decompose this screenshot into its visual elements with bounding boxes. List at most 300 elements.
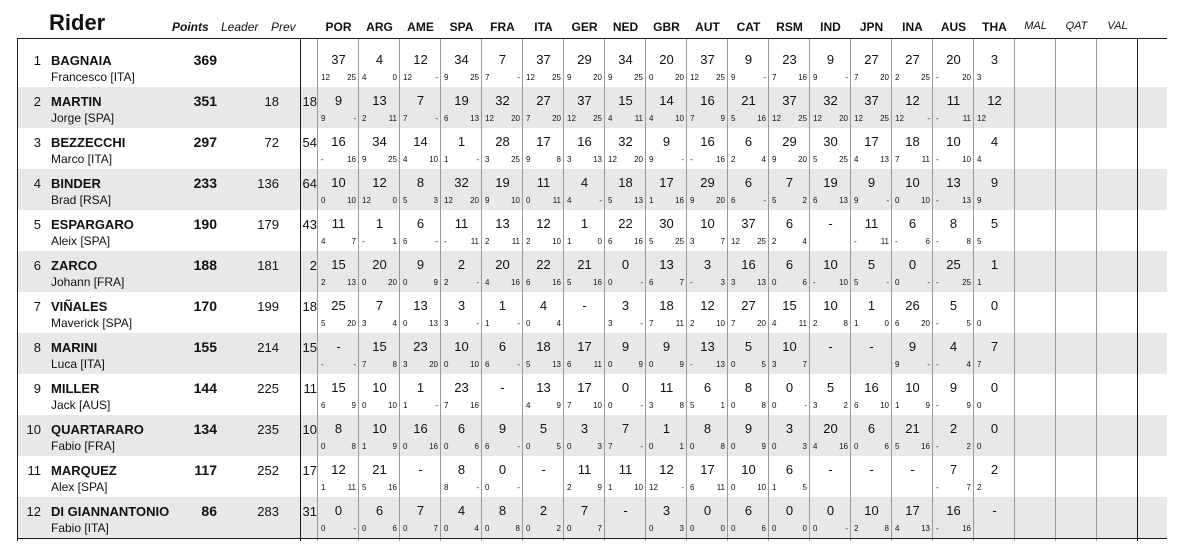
race-cell-tha — [974, 128, 1015, 169]
race-total-points: 11 — [946, 93, 961, 108]
sprint-points: 4 — [608, 114, 613, 123]
race-points: 1 — [392, 237, 397, 246]
race-cell-arg — [359, 292, 400, 333]
race-total-points: 0 — [826, 503, 835, 518]
race-points: 10 — [347, 196, 356, 205]
sprint-points: 0 — [444, 524, 449, 533]
race-points: - — [640, 401, 643, 410]
race-total-points: 10 — [454, 339, 469, 354]
race-points: 16 — [388, 483, 397, 492]
race-points: 20 — [634, 155, 643, 164]
race-cell-ger — [564, 46, 605, 87]
race-points: 20 — [798, 155, 807, 164]
race-cell-por — [318, 456, 359, 497]
race-points: 20 — [511, 114, 520, 123]
race-points: 5 — [802, 483, 807, 492]
column-divider — [891, 38, 892, 541]
race-cell-arg — [359, 87, 400, 128]
race-points: 8 — [720, 442, 725, 451]
race-cell-ned — [605, 46, 646, 87]
race-total-points: 3 — [990, 52, 999, 67]
race-total-points: 1 — [498, 298, 507, 313]
race-points: 20 — [470, 196, 479, 205]
race-points: 4 — [474, 524, 479, 533]
column-divider — [850, 38, 851, 541]
table-row — [17, 251, 1167, 292]
rider-firstname-nation: Jorge [SPA] — [51, 111, 115, 125]
race-header-ind: IND — [820, 20, 841, 34]
race-points: 13 — [552, 360, 561, 369]
race-cell-aut — [687, 210, 728, 251]
race-points: 9 — [392, 442, 397, 451]
sprint-points: - — [936, 196, 939, 205]
race-cell-ger — [564, 456, 605, 497]
race-total-points: 8 — [416, 175, 425, 190]
sprint-points: 12 — [977, 114, 986, 123]
race-cell-aut — [687, 292, 728, 333]
race-cell-aus — [933, 292, 974, 333]
rider-surname: MARTIN — [51, 94, 102, 109]
race-total-points: 30 — [659, 216, 674, 231]
race-cell-ita — [523, 497, 564, 538]
race-points: 9 — [761, 442, 766, 451]
race-cell-jpn — [851, 87, 892, 128]
sprint-points: 4 — [813, 442, 818, 451]
race-points: 20 — [552, 114, 561, 123]
sprint-points: 12 — [813, 114, 822, 123]
race-cell-ned — [605, 292, 646, 333]
sprint-points: 6 — [444, 114, 449, 123]
sprint-points: 3 — [977, 73, 982, 82]
race-total-points: 5 — [744, 339, 753, 354]
rider-position: 1 — [33, 53, 41, 68]
sprint-points: 6 — [731, 196, 736, 205]
race-total-points: - — [828, 462, 833, 477]
race-total-points: 9 — [662, 339, 671, 354]
race-cell-jpn — [851, 46, 892, 87]
rider-position: 2 — [33, 94, 41, 109]
race-total-points: 37 — [536, 52, 551, 67]
race-points: 10 — [552, 237, 561, 246]
race-total-points: 14 — [659, 93, 674, 108]
race-points: 5 — [966, 319, 971, 328]
race-points: 2 — [843, 401, 848, 410]
race-total-points: 20 — [495, 257, 510, 272]
race-points: 5 — [556, 442, 561, 451]
race-total-points: 25 — [331, 298, 346, 313]
race-points: 4 — [761, 155, 766, 164]
gap-to-leader: 252 — [257, 463, 279, 478]
sprint-points: 6 — [649, 278, 654, 287]
race-total-points: 26 — [905, 298, 920, 313]
race-cell-fra — [482, 374, 523, 415]
race-cell-por — [318, 210, 359, 251]
sprint-points: 9 — [731, 73, 736, 82]
sprint-points: 5 — [649, 237, 654, 246]
race-points: - — [681, 155, 684, 164]
gap-to-leader: 181 — [257, 258, 279, 273]
race-cell-ger — [564, 374, 605, 415]
race-cell-ita — [523, 415, 564, 456]
race-points: 20 — [921, 319, 930, 328]
race-cell-fra — [482, 169, 523, 210]
race-points: 11 — [716, 483, 725, 492]
race-total-points: 9 — [498, 421, 507, 436]
race-header-mal: MAL — [1024, 20, 1047, 32]
sprint-points: 7 — [444, 401, 449, 410]
race-points: 9 — [638, 360, 643, 369]
race-total-points: 9 — [334, 93, 343, 108]
sprint-points: 2 — [690, 319, 695, 328]
table-row — [17, 169, 1167, 210]
race-cell-ind — [810, 456, 851, 497]
race-total-points: 27 — [536, 93, 551, 108]
race-points: - — [845, 73, 848, 82]
gap-to-leader: 199 — [257, 299, 279, 314]
race-total-points: 10 — [372, 380, 387, 395]
race-total-points: 0 — [785, 380, 794, 395]
race-cell-ned — [605, 374, 646, 415]
race-cell-ger — [564, 251, 605, 292]
race-cell-rsm — [769, 456, 810, 497]
sprint-points: 0 — [649, 360, 654, 369]
race-total-points: 18 — [618, 175, 633, 190]
race-cell-tha — [974, 46, 1015, 87]
race-cell-rsm — [769, 292, 810, 333]
sprint-points: 4 — [649, 114, 654, 123]
race-total-points: 6 — [457, 421, 466, 436]
sprint-points: 2 — [813, 319, 818, 328]
race-cell-ger — [564, 210, 605, 251]
sprint-points: - — [895, 237, 898, 246]
race-total-points: 3 — [621, 298, 630, 313]
race-header-aus: AUS — [940, 20, 967, 34]
sprint-points: 0 — [321, 524, 326, 533]
race-points: 0 — [802, 524, 807, 533]
sprint-points: 2 — [567, 483, 572, 492]
race-total-points: 10 — [946, 134, 961, 149]
race-points: 1 — [679, 442, 684, 451]
race-cell-spa — [441, 292, 482, 333]
race-total-points: 37 — [577, 93, 592, 108]
race-cell-ina — [892, 374, 933, 415]
race-cell-jpn — [851, 456, 892, 497]
race-total-points: 37 — [782, 93, 797, 108]
race-points: 25 — [757, 237, 766, 246]
sprint-points: 2 — [731, 155, 736, 164]
sprint-points: 3 — [362, 319, 367, 328]
race-cell-gbr — [646, 46, 687, 87]
race-cell-spa — [441, 497, 482, 538]
race-total-points: 9 — [949, 380, 958, 395]
race-cell-cat — [728, 456, 769, 497]
race-total-points: 23 — [413, 339, 428, 354]
race-total-points: 29 — [577, 52, 592, 67]
sprint-points: 0 — [444, 442, 449, 451]
race-cell-gbr — [646, 169, 687, 210]
race-points: 20 — [716, 196, 725, 205]
race-cell-spa — [441, 333, 482, 374]
sprint-points: 12 — [690, 73, 699, 82]
sprint-points: 0 — [895, 278, 900, 287]
race-cell-jpn — [851, 374, 892, 415]
race-cell-ame — [400, 251, 441, 292]
sprint-points: - — [321, 155, 324, 164]
race-cell-aus — [933, 333, 974, 374]
race-points: 11 — [470, 237, 479, 246]
race-points: 7 — [433, 524, 438, 533]
race-points: 13 — [839, 196, 848, 205]
sprint-points: 7 — [485, 73, 490, 82]
race-total-points: 11 — [536, 175, 551, 190]
race-cell-aus — [933, 251, 974, 292]
sprint-points: 7 — [977, 360, 982, 369]
race-total-points: 10 — [741, 462, 756, 477]
race-points: 0 — [392, 196, 397, 205]
rider-points: 369 — [193, 52, 217, 68]
sprint-points: 6 — [895, 319, 900, 328]
sprint-points: 1 — [362, 442, 367, 451]
rider-points: 134 — [193, 421, 217, 437]
race-total-points: 7 — [416, 93, 425, 108]
race-total-points: 9 — [990, 175, 999, 190]
sprint-points: 9 — [690, 196, 695, 205]
race-cell-ind — [810, 87, 851, 128]
sprint-points: 7 — [649, 319, 654, 328]
race-total-points: 16 — [577, 134, 592, 149]
race-cell-aus — [933, 210, 974, 251]
race-points: 3 — [720, 278, 725, 287]
sprint-points: 9 — [362, 155, 367, 164]
sprint-points: 0 — [895, 196, 900, 205]
race-cell-spa — [441, 128, 482, 169]
race-total-points: 27 — [741, 298, 756, 313]
race-points: - — [353, 524, 356, 533]
race-total-points: 6 — [785, 257, 794, 272]
race-total-points: 10 — [782, 339, 797, 354]
race-cell-arg — [359, 497, 400, 538]
column-divider — [1055, 38, 1056, 541]
race-points: 20 — [347, 319, 356, 328]
sprint-points: 4 — [854, 155, 859, 164]
race-cell-aut — [687, 497, 728, 538]
race-total-points: 10 — [372, 421, 387, 436]
column-divider — [300, 38, 301, 541]
race-header-ned: NED — [612, 20, 639, 34]
sprint-points: 0 — [977, 319, 982, 328]
sprint-points: - — [936, 73, 939, 82]
race-points: 20 — [757, 319, 766, 328]
sprint-points: 0 — [731, 360, 736, 369]
sprint-points: 4 — [403, 155, 408, 164]
race-points: - — [927, 360, 930, 369]
gap-to-previous: 18 — [302, 94, 317, 109]
race-total-points: 1 — [990, 257, 999, 272]
race-cell-aut — [687, 87, 728, 128]
rider-surname: BINDER — [51, 176, 101, 191]
race-cell-jpn — [851, 210, 892, 251]
sprint-points: 0 — [649, 442, 654, 451]
race-cell-tha — [974, 374, 1015, 415]
rider-surname: BEZZECCHI — [51, 135, 126, 150]
race-cell-ina — [892, 128, 933, 169]
race-total-points: - — [418, 462, 423, 477]
race-total-points: 5 — [990, 216, 999, 231]
race-points: 3 — [802, 442, 807, 451]
race-header-gbr: GBR — [653, 20, 680, 34]
race-points: 8 — [761, 401, 766, 410]
race-header-fra: FRA — [490, 20, 515, 34]
race-cell-ger — [564, 292, 605, 333]
race-cell-por — [318, 374, 359, 415]
sprint-points: 4 — [526, 401, 531, 410]
race-cell-spa — [441, 87, 482, 128]
race-total-points: 34 — [454, 52, 469, 67]
rider-surname: MARQUEZ — [51, 463, 117, 478]
race-total-points: 18 — [659, 298, 674, 313]
sprint-points: 3 — [485, 155, 490, 164]
race-total-points: - — [500, 380, 505, 395]
gap-to-leader: 235 — [257, 422, 279, 437]
race-total-points: 1 — [457, 134, 466, 149]
race-cell-fra — [482, 46, 523, 87]
race-points: - — [435, 401, 438, 410]
sprint-points: 6 — [403, 237, 408, 246]
race-total-points: - — [828, 216, 833, 231]
sprint-points: 0 — [772, 442, 777, 451]
race-total-points: 7 — [621, 421, 630, 436]
column-divider — [522, 38, 523, 541]
race-cell-spa — [441, 46, 482, 87]
race-points: 8 — [884, 524, 889, 533]
race-total-points: 2 — [539, 503, 548, 518]
race-cell-ita — [523, 210, 564, 251]
race-total-points: 12 — [331, 462, 346, 477]
gap-to-previous: 54 — [302, 135, 317, 150]
race-cell-arg — [359, 456, 400, 497]
race-total-points: 1 — [416, 380, 425, 395]
race-points: 9 — [433, 278, 438, 287]
sprint-points: 9 — [608, 73, 613, 82]
rider-firstname-nation: Luca [ITA] — [51, 357, 105, 371]
race-total-points: 15 — [618, 93, 633, 108]
race-total-points: 0 — [785, 503, 794, 518]
race-cell-ita — [523, 292, 564, 333]
race-cell-jpn — [851, 128, 892, 169]
race-total-points: 23 — [454, 380, 469, 395]
sprint-points: 2 — [854, 524, 859, 533]
rider-surname: ESPARGARO — [51, 217, 134, 232]
race-points: 13 — [470, 114, 479, 123]
race-points: 16 — [429, 442, 438, 451]
race-total-points: 10 — [700, 216, 715, 231]
race-points: - — [599, 196, 602, 205]
race-cell-ina — [892, 169, 933, 210]
column-divider — [358, 38, 359, 541]
sprint-points: 0 — [854, 442, 859, 451]
race-total-points: 22 — [618, 216, 633, 231]
sprint-points: 3 — [772, 360, 777, 369]
race-cell-gbr — [646, 210, 687, 251]
sprint-points: 0 — [403, 524, 408, 533]
race-points: 9 — [966, 401, 971, 410]
race-total-points: 0 — [908, 257, 917, 272]
race-points: 10 — [470, 360, 479, 369]
race-total-points: 11 — [618, 462, 633, 477]
race-total-points: 6 — [416, 216, 425, 231]
race-cell-spa — [441, 169, 482, 210]
table-row — [17, 292, 1167, 333]
race-cell-aut — [687, 169, 728, 210]
gap-to-previous: 64 — [302, 176, 317, 191]
race-points: 13 — [962, 196, 971, 205]
race-cell-spa — [441, 374, 482, 415]
sprint-points: 1 — [772, 483, 777, 492]
race-total-points: 4 — [990, 134, 999, 149]
race-cell-cat — [728, 374, 769, 415]
race-total-points: 6 — [498, 339, 507, 354]
race-total-points: 21 — [577, 257, 592, 272]
rider-points: 188 — [193, 257, 217, 273]
sprint-points: 8 — [444, 483, 449, 492]
race-total-points: 9 — [662, 134, 671, 149]
race-points: 20 — [388, 278, 397, 287]
race-total-points: 16 — [864, 380, 879, 395]
race-cell-ger — [564, 128, 605, 169]
column-divider — [17, 38, 18, 541]
race-cell-cat — [728, 333, 769, 374]
sprint-points: 12 — [731, 237, 740, 246]
race-points: 16 — [962, 524, 971, 533]
race-points: 9 — [720, 114, 725, 123]
sprint-points: 0 — [608, 278, 613, 287]
race-cell-arg — [359, 415, 400, 456]
sprint-points: 5 — [690, 401, 695, 410]
sprint-points: 0 — [444, 360, 449, 369]
sprint-points: 6 — [854, 401, 859, 410]
race-total-points: 19 — [823, 175, 838, 190]
sprint-points: 9 — [772, 155, 777, 164]
race-points: 13 — [593, 155, 602, 164]
sprint-points: 1 — [608, 483, 613, 492]
race-points: - — [476, 278, 479, 287]
race-cell-ned — [605, 251, 646, 292]
rider-points: 351 — [193, 93, 217, 109]
race-total-points: - — [828, 339, 833, 354]
race-cell-ned — [605, 415, 646, 456]
race-points: 9 — [351, 401, 356, 410]
sprint-points: 0 — [321, 196, 326, 205]
sprint-points: 0 — [608, 360, 613, 369]
rider-position: 8 — [33, 340, 41, 355]
race-cell-aut — [687, 374, 728, 415]
race-points: - — [640, 319, 643, 328]
sprint-points: 5 — [567, 278, 572, 287]
race-header-ame: AME — [407, 20, 434, 34]
race-points: 20 — [429, 360, 438, 369]
race-points: - — [353, 360, 356, 369]
race-total-points: 29 — [700, 175, 715, 190]
race-header-spa: SPA — [449, 20, 474, 34]
race-total-points: 12 — [659, 462, 674, 477]
column-divider — [604, 38, 605, 541]
sprint-points: - — [936, 442, 939, 451]
race-points: 0 — [597, 237, 602, 246]
rider-points: 297 — [193, 134, 217, 150]
race-cell-gbr — [646, 87, 687, 128]
race-total-points: 5 — [539, 421, 548, 436]
race-cell-ita — [523, 128, 564, 169]
